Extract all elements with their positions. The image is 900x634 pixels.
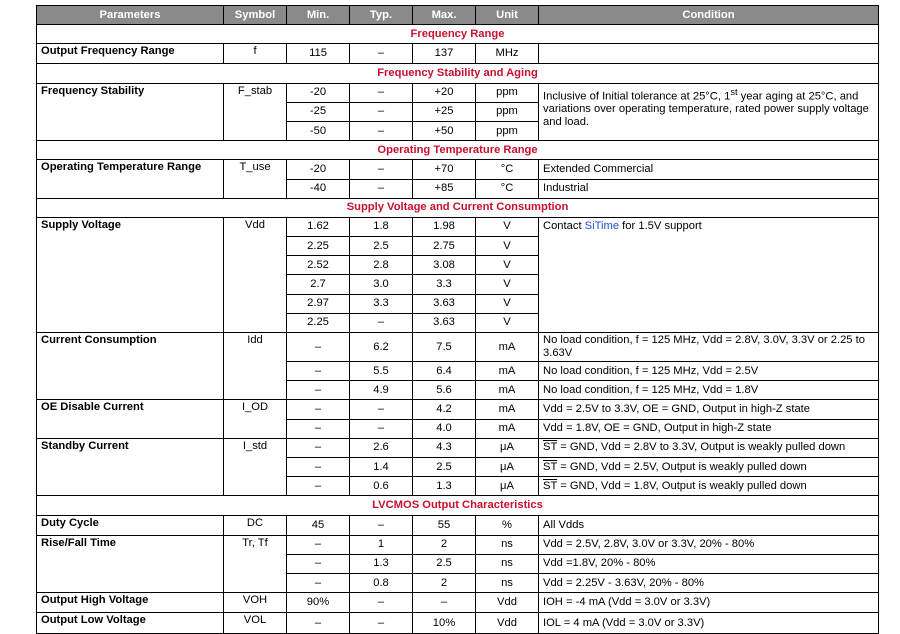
- min-value: –: [287, 381, 350, 400]
- typ-value: –: [350, 44, 413, 64]
- condition-text: [539, 44, 879, 64]
- condition-text: [539, 217, 879, 332]
- typ-value: –: [350, 400, 413, 419]
- unit-value: V: [476, 256, 539, 275]
- condition-part: Contact: [543, 219, 585, 232]
- unit-value: ppm: [476, 83, 539, 102]
- max-value: 1.98: [413, 217, 476, 236]
- condition-part: year aging at 25°C, and variations over operating temperature, rated power supply voltage and load.: [543, 90, 869, 129]
- typ-value: 1.4: [350, 457, 413, 476]
- param-symbol: I_OD: [224, 400, 287, 438]
- param-name: Supply Voltage: [37, 217, 224, 332]
- max-value: +20: [413, 83, 476, 102]
- typ-value: –: [350, 160, 413, 179]
- section-row: [37, 141, 879, 160]
- typ-value: 0.6: [350, 477, 413, 496]
- max-value: 4.3: [413, 438, 476, 457]
- unit-value: °C: [476, 179, 539, 198]
- unit-value: ns: [476, 535, 539, 554]
- table-row: [37, 613, 879, 633]
- typ-value: –: [350, 515, 413, 535]
- condition-text: All Vdds: [539, 515, 879, 535]
- min-value: –: [287, 333, 350, 362]
- section-title: LVCMOS Output Characteristics: [37, 496, 879, 515]
- table-row: [37, 535, 879, 554]
- condition-text: Vdd =1.8V, 20% - 80%: [539, 554, 879, 573]
- condition-text: [539, 457, 879, 476]
- typ-value: –: [350, 593, 413, 613]
- condition-text: IOH = -4 mA (Vdd = 3.0V or 3.3V): [539, 593, 879, 613]
- min-value: –: [287, 554, 350, 573]
- max-value: 3.3: [413, 275, 476, 294]
- min-value: 115: [287, 44, 350, 64]
- sitime-link[interactable]: SiTime: [584, 219, 620, 232]
- condition-text: Extended Commercial: [539, 160, 879, 179]
- unit-value: μA: [476, 457, 539, 476]
- table-row: [37, 160, 879, 179]
- table-row: [37, 217, 879, 236]
- unit-value: μA: [476, 438, 539, 457]
- header-max: Max.: [413, 6, 476, 25]
- param-symbol: I_std: [224, 438, 287, 496]
- max-value: 137: [413, 44, 476, 64]
- min-value: –: [287, 400, 350, 419]
- header-min: Min.: [287, 6, 350, 25]
- min-value: –: [287, 438, 350, 457]
- superscript-text: st: [730, 86, 738, 97]
- condition-text: No load condition, f = 125 MHz, Vdd = 1.8V: [539, 381, 879, 400]
- typ-value: –: [350, 313, 413, 332]
- typ-value: 4.9: [350, 381, 413, 400]
- typ-value: 1.8: [350, 217, 413, 236]
- unit-value: ns: [476, 574, 539, 593]
- param-name: Current Consumption: [37, 333, 224, 400]
- unit-value: V: [476, 294, 539, 313]
- unit-value: ppm: [476, 102, 539, 121]
- unit-value: °C: [476, 160, 539, 179]
- typ-value: 1.3: [350, 554, 413, 573]
- param-symbol: Tr, Tf: [224, 535, 287, 593]
- max-value: +50: [413, 121, 476, 140]
- typ-value: –: [350, 121, 413, 140]
- param-symbol: Idd: [224, 333, 287, 400]
- min-value: 45: [287, 515, 350, 535]
- unit-value: V: [476, 217, 539, 236]
- typ-value: –: [350, 179, 413, 198]
- typ-value: –: [350, 102, 413, 121]
- condition-text: [539, 438, 879, 457]
- header-row: [37, 6, 879, 25]
- section-row: [37, 496, 879, 515]
- condition-text: Vdd = 2.25V - 3.63V, 20% - 80%: [539, 574, 879, 593]
- param-name: Output High Voltage: [37, 593, 224, 613]
- min-value: –: [287, 457, 350, 476]
- max-value: 3.08: [413, 256, 476, 275]
- typ-value: –: [350, 83, 413, 102]
- max-value: 4.2: [413, 400, 476, 419]
- condition-text: [539, 83, 879, 141]
- typ-value: 2.8: [350, 256, 413, 275]
- param-symbol: T_use: [224, 160, 287, 198]
- unit-value: mA: [476, 333, 539, 362]
- max-value: 7.5: [413, 333, 476, 362]
- unit-value: MHz: [476, 44, 539, 64]
- max-value: +85: [413, 179, 476, 198]
- condition-text: Vdd = 1.8V, OE = GND, Output in high-Z state: [539, 419, 879, 438]
- condition-part: = GND, Vdd = 2.5V, Output is weakly pulled down: [557, 460, 807, 473]
- table-row: [37, 593, 879, 613]
- table-row: [37, 83, 879, 102]
- min-value: –: [287, 535, 350, 554]
- section-row: [37, 198, 879, 217]
- max-value: 2: [413, 535, 476, 554]
- section-row: [37, 64, 879, 83]
- min-value: –: [287, 477, 350, 496]
- header-parameters: Parameters: [37, 6, 224, 25]
- unit-value: μA: [476, 477, 539, 496]
- min-value: 2.7: [287, 275, 350, 294]
- min-value: -40: [287, 179, 350, 198]
- max-value: 4.0: [413, 419, 476, 438]
- max-value: 2: [413, 574, 476, 593]
- typ-value: 1: [350, 535, 413, 554]
- typ-value: 3.0: [350, 275, 413, 294]
- max-value: –: [413, 593, 476, 613]
- typ-value: 3.3: [350, 294, 413, 313]
- table-row: [37, 515, 879, 535]
- section-title: Frequency Range: [37, 25, 879, 44]
- unit-value: mA: [476, 400, 539, 419]
- typ-value: –: [350, 419, 413, 438]
- unit-value: mA: [476, 419, 539, 438]
- condition-text: No load condition, f = 125 MHz, Vdd = 2.5V: [539, 362, 879, 381]
- st-pin-label: $\overline{ST}$: [543, 479, 558, 492]
- condition-text: IOL = 4 mA (Vdd = 3.0V or 3.3V): [539, 613, 879, 633]
- header-symbol: Symbol: [224, 6, 287, 25]
- param-symbol: f: [224, 44, 287, 64]
- max-value: 2.5: [413, 554, 476, 573]
- condition-part: Inclusive of Initial tolerance at 25°C, 1: [543, 90, 731, 103]
- unit-value: mA: [476, 362, 539, 381]
- unit-value: %: [476, 515, 539, 535]
- param-name: Duty Cycle: [37, 515, 224, 535]
- param-symbol: VOH: [224, 593, 287, 613]
- min-value: 90%: [287, 593, 350, 613]
- min-value: 2.25: [287, 237, 350, 256]
- typ-value: 6.2: [350, 333, 413, 362]
- header-condition: Condition: [539, 6, 879, 25]
- max-value: +25: [413, 102, 476, 121]
- param-name: OE Disable Current: [37, 400, 224, 438]
- section-title: Frequency Stability and Aging: [37, 64, 879, 83]
- max-value: 3.63: [413, 313, 476, 332]
- max-value: 55: [413, 515, 476, 535]
- condition-text: Vdd = 2.5V, 2.8V, 3.0V or 3.3V, 20% - 80%: [539, 535, 879, 554]
- min-value: –: [287, 613, 350, 633]
- section-row: [37, 25, 879, 44]
- max-value: +70: [413, 160, 476, 179]
- max-value: 6.4: [413, 362, 476, 381]
- param-name: Output Low Voltage: [37, 613, 224, 633]
- unit-value: mA: [476, 381, 539, 400]
- max-value: 5.6: [413, 381, 476, 400]
- typ-value: –: [350, 613, 413, 633]
- unit-value: V: [476, 275, 539, 294]
- typ-value: 2.6: [350, 438, 413, 457]
- max-value: 2.5: [413, 457, 476, 476]
- unit-value: Vdd: [476, 613, 539, 633]
- param-name: Output Frequency Range: [37, 44, 224, 64]
- max-value: 10%: [413, 613, 476, 633]
- min-value: 1.62: [287, 217, 350, 236]
- st-pin-label: $\overline{ST}$: [543, 460, 558, 473]
- min-value: -20: [287, 83, 350, 102]
- max-value: 3.63: [413, 294, 476, 313]
- typ-value: 2.5: [350, 237, 413, 256]
- condition-part: = GND, Vdd = 1.8V, Output is weakly pulled down: [557, 479, 807, 492]
- table-row: [37, 333, 879, 362]
- unit-value: Vdd: [476, 593, 539, 613]
- table-row: [37, 44, 879, 64]
- unit-value: ppm: [476, 121, 539, 140]
- min-value: 2.25: [287, 313, 350, 332]
- unit-value: V: [476, 237, 539, 256]
- min-value: –: [287, 362, 350, 381]
- max-value: 2.75: [413, 237, 476, 256]
- condition-text: Industrial: [539, 179, 879, 198]
- section-title: Operating Temperature Range: [37, 141, 879, 160]
- condition-text: No load condition, f = 125 MHz, Vdd = 2.8V, 3.0V, 3.3V or 2.25 to 3.63V: [539, 333, 879, 362]
- typ-value: 0.8: [350, 574, 413, 593]
- st-pin-label: $\overline{ST}$: [543, 441, 558, 454]
- param-name: Operating Temperature Range: [37, 160, 224, 198]
- max-value: 1.3: [413, 477, 476, 496]
- section-title: Supply Voltage and Current Consumption: [37, 198, 879, 217]
- param-name: Frequency Stability: [37, 83, 224, 141]
- min-value: -50: [287, 121, 350, 140]
- unit-value: ns: [476, 554, 539, 573]
- condition-part: for 1.5V support: [619, 219, 702, 232]
- min-value: -25: [287, 102, 350, 121]
- typ-value: 5.5: [350, 362, 413, 381]
- condition-part: = GND, Vdd = 2.8V to 3.3V, Output is weakly pulled down: [557, 441, 846, 454]
- condition-text: Vdd = 2.5V to 3.3V, OE = GND, Output in high-Z state: [539, 400, 879, 419]
- min-value: 2.97: [287, 294, 350, 313]
- min-value: 2.52: [287, 256, 350, 275]
- param-symbol: VOL: [224, 613, 287, 633]
- param-name: Standby Current: [37, 438, 224, 496]
- condition-text: [539, 477, 879, 496]
- unit-value: V: [476, 313, 539, 332]
- min-value: -20: [287, 160, 350, 179]
- table-row: [37, 438, 879, 457]
- param-name: Rise/Fall Time: [37, 535, 224, 593]
- min-value: –: [287, 574, 350, 593]
- spec-table: [36, 5, 879, 634]
- param-symbol: DC: [224, 515, 287, 535]
- header-typ: Typ.: [350, 6, 413, 25]
- table-row: [37, 400, 879, 419]
- min-value: –: [287, 419, 350, 438]
- header-unit: Unit: [476, 6, 539, 25]
- param-symbol: F_stab: [224, 83, 287, 141]
- param-symbol: Vdd: [224, 217, 287, 332]
